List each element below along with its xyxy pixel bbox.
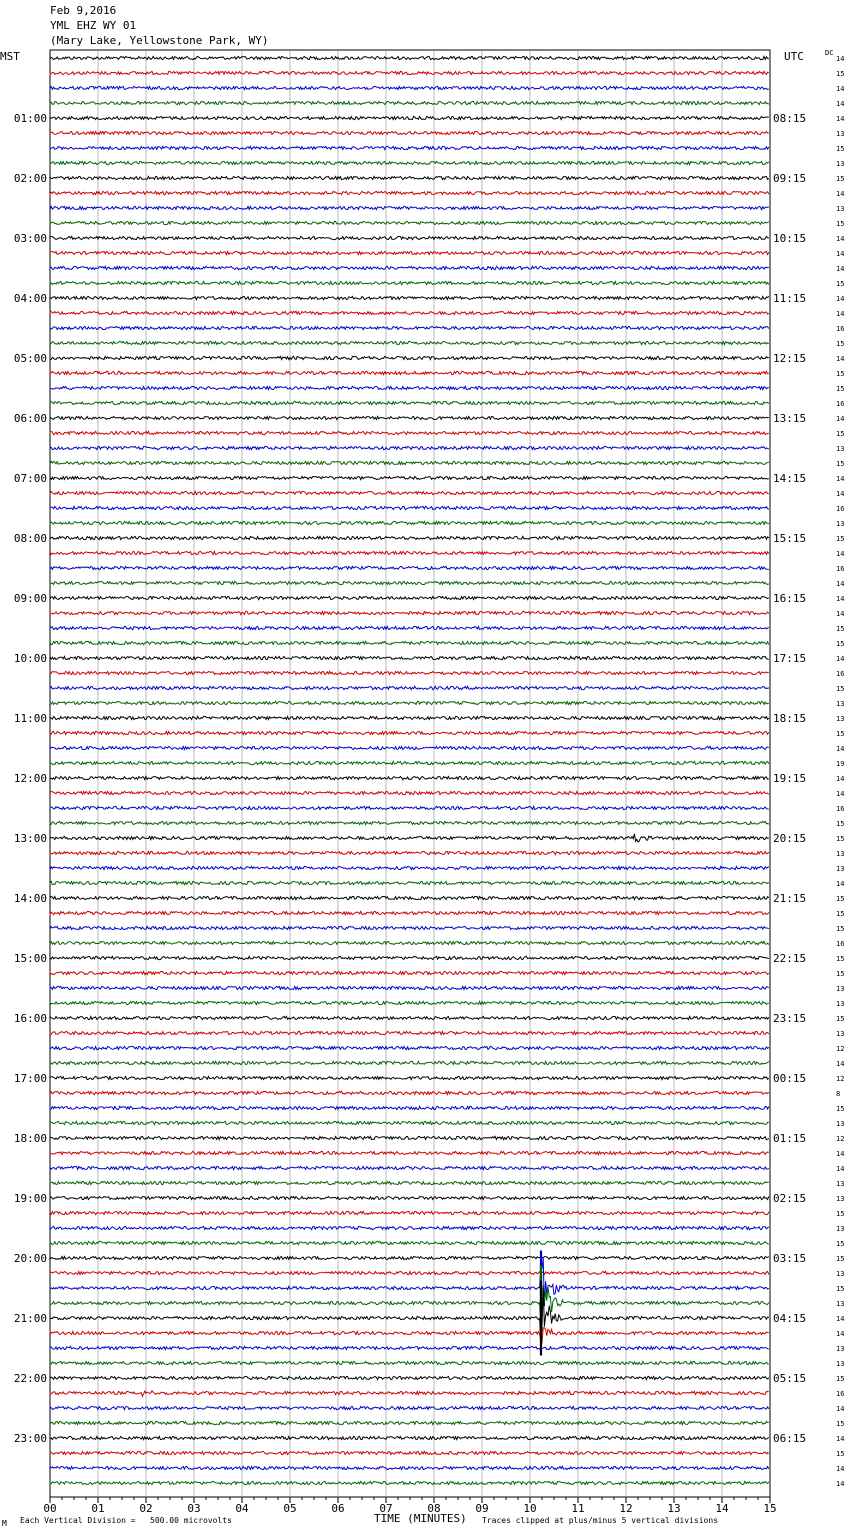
trace-level-label: 13 [836,1360,845,1368]
hour-label-right: 04:15 [773,1312,807,1325]
hour-label-right: 05:15 [773,1372,807,1385]
trace-level-label: 15 [836,340,845,348]
vertical-division-note: Each Vertical Division = 500.00 microvolts [20,1516,232,1525]
hour-label-left: 08:00 [13,532,47,545]
trace-level-label: 13 [836,715,845,723]
hour-label-left: 16:00 [13,1012,47,1025]
trace-level-label: 13 [836,850,845,858]
trace-level-label: 14 [836,100,845,108]
seismic-trace [50,206,769,209]
trace-level-label: 13 [836,1195,845,1203]
seismic-trace [50,641,769,644]
trace-level-label: 14 [836,880,845,888]
hour-label-left: 21:00 [13,1312,47,1325]
trace-level-label: 15 [836,1255,845,1263]
seismic-trace [50,761,769,764]
seismic-trace [50,716,769,719]
seismic-trace [50,1346,769,1349]
trace-level-label: 13 [836,1345,845,1353]
trace-level-label: 13 [836,1300,845,1308]
seismic-trace [50,116,769,119]
trace-level-label: 15 [836,385,845,393]
x-tick-label: 07 [379,1502,393,1515]
hour-label-left: 03:00 [13,232,47,245]
seismic-trace [50,941,769,944]
trace-level-label: 15 [836,970,845,978]
hour-label-right: 21:15 [773,892,807,905]
trace-level-label: 15 [836,925,845,933]
hour-label-left: 11:00 [13,712,47,725]
seismic-trace [50,1328,769,1343]
hour-label-right: 15:15 [773,532,807,545]
seismic-trace [50,1166,769,1169]
seismic-trace [50,1151,769,1154]
hour-label-left: 10:00 [13,652,47,665]
trace-level-label: 13 [836,865,845,873]
x-tick-label: 05 [283,1502,297,1515]
trace-level-label: 15 [836,640,845,648]
hour-label-left: 14:00 [13,892,47,905]
seismic-trace [50,956,769,959]
hour-label-right: 17:15 [773,652,807,665]
seismic-trace [50,251,769,254]
seismic-trace [50,1136,769,1139]
x-tick-label: 12 [619,1502,633,1515]
trace-level-label: 14 [836,550,845,558]
seismic-trace [50,881,769,884]
trace-level-label: 14 [836,55,845,63]
trace-level-label: 14 [836,115,845,123]
seismic-trace [50,551,769,554]
seismic-trace [50,1285,769,1328]
seismic-trace [50,446,769,449]
seismic-trace [50,506,769,509]
seismic-trace [50,1106,769,1109]
seismic-trace [50,416,769,419]
seismic-trace [50,1046,769,1049]
trace-level-label: 15 [836,955,845,963]
clipping-note: Traces clipped at plus/minus 5 vertical divisions [482,1516,719,1525]
trace-level-label: 16 [836,940,845,948]
trace-level-label: 15 [836,535,845,543]
trace-level-label: 13 [836,130,845,138]
hour-label-right: 14:15 [773,472,807,485]
seismic-trace [50,566,769,569]
left-timezone-label: MST [0,50,20,63]
seismic-trace [50,86,769,89]
seismic-trace [50,281,769,284]
hour-label-left: 06:00 [13,412,47,425]
trace-level-label: 14 [836,775,845,783]
trace-level-label: 13 [836,1000,845,1008]
seismic-trace [50,926,769,929]
hour-label-left: 15:00 [13,952,47,965]
trace-level-label: 13 [836,700,845,708]
seismic-trace [50,491,769,494]
trace-level-label: 14 [836,1165,845,1173]
trace-level-label: 15 [836,430,845,438]
hour-label-right: 23:15 [773,1012,807,1025]
seismic-trace [50,1196,769,1199]
seismic-trace [50,371,769,374]
hour-label-left: 05:00 [13,352,47,365]
trace-level-label: 14 [836,310,845,318]
trace-level-label: 15 [836,370,845,378]
trace-level-label: 15 [836,1450,845,1458]
trace-level-label: 15 [836,220,845,228]
x-tick-label: 01 [91,1502,105,1515]
trace-level-label: 15 [836,685,845,693]
hour-label-right: 10:15 [773,232,807,245]
trace-level-label: 13 [836,1225,845,1233]
seismic-trace [50,911,769,914]
trace-level-label: 13 [836,1120,845,1128]
trace-level-label: 15 [836,70,845,78]
trace-level-label: 14 [836,1435,845,1443]
trace-level-label: 14 [836,415,845,423]
seismic-trace [50,1241,769,1244]
seismic-trace [50,71,769,74]
x-tick-label: 10 [523,1502,537,1515]
trace-level-label: 14 [836,250,845,258]
seismic-trace [50,176,769,179]
trace-level-label: 14 [836,190,845,198]
seismic-trace [50,791,769,794]
corner-mark: M [2,1519,7,1528]
trace-level-label: 13 [836,1180,845,1188]
seismic-trace [50,1481,769,1484]
seismic-trace [50,1076,769,1079]
hour-label-right: 01:15 [773,1132,807,1145]
hour-label-left: 02:00 [13,172,47,185]
seismic-trace [50,161,769,164]
trace-level-label: 15 [836,1210,845,1218]
seismic-trace [50,311,769,314]
trace-level-label: 14 [836,610,845,618]
seismic-trace [50,701,769,704]
station-location: (Mary Lake, Yellowstone Park, WY) [50,34,269,47]
seismic-trace [50,476,769,479]
trace-level-label: 14 [836,655,845,663]
hour-label-right: 02:15 [773,1192,807,1205]
trace-level-label: 15 [836,1375,845,1383]
trace-level-label: 13 [836,160,845,168]
trace-level-label: 14 [836,1405,845,1413]
x-axis-title: TIME (MINUTES) [374,1512,467,1525]
seismic-trace [50,221,769,224]
hour-label-right: 16:15 [773,592,807,605]
trace-level-label: 14 [836,475,845,483]
hour-label-left: 20:00 [13,1252,47,1265]
seismic-trace [50,611,769,614]
trace-level-label: 14 [836,355,845,363]
trace-level-label: 14 [836,85,845,93]
trace-level-label: 15 [836,1285,845,1293]
x-tick-label: 11 [571,1502,585,1515]
seismic-trace [50,341,769,344]
hour-label-left: 13:00 [13,832,47,845]
seismic-trace [50,431,769,434]
seismic-trace [50,1391,769,1397]
seismic-trace [50,1258,769,1306]
hour-label-right: 08:15 [773,112,807,125]
seismic-trace [50,1121,769,1124]
trace-level-label: 14 [836,295,845,303]
trace-level-label: 15 [836,820,845,828]
seismic-trace [50,896,769,899]
x-tick-label: 13 [667,1502,681,1515]
seismic-trace [50,191,769,194]
hour-label-right: 18:15 [773,712,807,725]
trace-level-label: 14 [836,1465,845,1473]
right-timezone-label: UTC [784,50,804,63]
seismic-trace [50,1451,769,1454]
seismic-trace [50,266,769,269]
hour-label-left: 04:00 [13,292,47,305]
x-tick-label: 03 [187,1502,201,1515]
seismic-trace [50,821,769,824]
trace-level-label: 12 [836,1075,845,1083]
trace-level-label: 13 [836,205,845,213]
trace-level-label: 13 [836,1270,845,1278]
seismic-trace [50,581,769,584]
trace-level-label: 14 [836,595,845,603]
trace-level-label: 13 [836,445,845,453]
hour-label-left: 09:00 [13,592,47,605]
hour-label-right: 09:15 [773,172,807,185]
trace-level-label: 14 [836,235,845,243]
trace-level-label: 19 [836,760,845,768]
seismic-trace [50,356,769,359]
trace-level-label: 14 [836,790,845,798]
trace-level-label: 14 [836,1330,845,1338]
seismic-trace [50,1226,769,1229]
seismic-trace [50,1001,769,1004]
station-code: YML EHZ WY 01 [50,19,137,32]
hour-label-right: 00:15 [773,1072,807,1085]
seismic-trace [50,521,769,524]
seismic-trace [50,731,769,734]
hour-label-left: 22:00 [13,1372,47,1385]
seismic-trace [50,1031,769,1034]
trace-level-label: 16 [836,565,845,573]
hour-label-right: 20:15 [773,832,807,845]
trace-level-label: 13 [836,985,845,993]
x-tick-label: 08 [427,1502,441,1515]
hour-label-right: 22:15 [773,952,807,965]
seismic-trace [50,866,769,869]
trace-level-label: 15 [836,175,845,183]
trace-level-label: 15 [836,730,845,738]
seismic-trace [50,1361,769,1364]
seismic-trace [50,56,769,59]
seismic-trace [50,1016,769,1019]
trace-level-label: 14 [836,1150,845,1158]
trace-level-label: 16 [836,805,845,813]
hour-label-left: 19:00 [13,1192,47,1205]
hour-label-left: 07:00 [13,472,47,485]
trace-level-label: 15 [836,460,845,468]
seismic-trace [50,986,769,989]
trace-level-label: 13 [836,1030,845,1038]
trace-level-label: 16 [836,325,845,333]
dc-label: DC [825,49,834,57]
hour-label-right: 11:15 [773,292,807,305]
seismic-trace [50,1271,769,1274]
x-tick-label: 09 [475,1502,489,1515]
trace-level-label: 16 [836,505,845,513]
seismic-trace [50,834,769,842]
trace-level-label: 15 [836,835,845,843]
seismic-trace [50,971,769,974]
trace-level-label: 16 [836,400,845,408]
hour-label-left: 12:00 [13,772,47,785]
seismic-trace [50,746,769,749]
trace-level-label: 15 [836,1015,845,1023]
trace-level-label: 14 [836,265,845,273]
seismic-trace [50,386,769,389]
trace-level-label: 14 [836,1480,845,1488]
seismic-trace [50,101,769,104]
seismic-trace [50,401,769,404]
seismic-trace [50,536,769,539]
hour-label-right: 19:15 [773,772,807,785]
trace-level-label: 14 [836,1315,845,1323]
seismic-trace [50,131,769,134]
seismic-trace [50,806,769,809]
seismic-trace [50,1181,769,1184]
seismic-trace [50,236,769,239]
seismic-trace [50,1376,769,1379]
trace-level-label: 13 [836,520,845,528]
trace-level-label: 15 [836,910,845,918]
trace-level-label: 14 [836,490,845,498]
hour-label-left: 17:00 [13,1072,47,1085]
hour-label-left: 18:00 [13,1132,47,1145]
seismic-trace [50,1288,769,1343]
plot-date: Feb 9,2016 [50,4,117,17]
seismic-trace [50,626,769,629]
seismic-trace [50,461,769,464]
seismic-trace [50,1421,769,1424]
hour-label-right: 03:15 [773,1252,807,1265]
x-tick-label: 06 [331,1502,345,1515]
seismic-trace [50,776,769,779]
seismic-trace [50,1061,769,1064]
seismic-trace [50,1466,769,1469]
hour-label-left: 01:00 [13,112,47,125]
hour-label-right: 06:15 [773,1432,807,1445]
trace-level-label: 15 [836,625,845,633]
trace-level-label: 8 [836,1090,841,1098]
hour-label-right: 13:15 [773,412,807,425]
trace-level-label: 12 [836,1045,845,1053]
seismic-trace [50,686,769,689]
seismic-trace [50,146,769,149]
trace-level-label: 14 [836,1060,845,1068]
trace-level-label: 14 [836,580,845,588]
trace-level-label: 15 [836,280,845,288]
trace-level-label: 15 [836,1240,845,1248]
seismic-trace [50,326,769,329]
seismic-trace [50,296,769,299]
x-tick-label: 04 [235,1502,249,1515]
trace-level-label: 16 [836,1390,845,1398]
trace-level-label: 14 [836,745,845,753]
x-tick-label: 14 [715,1502,729,1515]
hour-label-left: 23:00 [13,1432,47,1445]
trace-level-label: 15 [836,895,845,903]
trace-level-label: 12 [836,1135,845,1143]
trace-level-label: 15 [836,145,845,153]
x-tick-label: 00 [43,1502,57,1515]
trace-level-label: 15 [836,1105,845,1113]
seismic-trace [50,1436,769,1439]
seismic-trace [50,596,769,599]
seismic-trace [50,851,769,854]
seismic-trace [50,1256,769,1259]
trace-level-label: 15 [836,1420,845,1428]
x-tick-label: 02 [139,1502,153,1515]
seismic-trace [50,1091,769,1094]
trace-level-label: 16 [836,670,845,678]
seismic-trace [50,671,769,674]
x-tick-label: 15 [763,1502,777,1515]
seismic-trace [50,656,769,659]
seismic-trace [50,1406,769,1409]
hour-label-right: 12:15 [773,352,807,365]
seismic-trace [50,1211,769,1214]
